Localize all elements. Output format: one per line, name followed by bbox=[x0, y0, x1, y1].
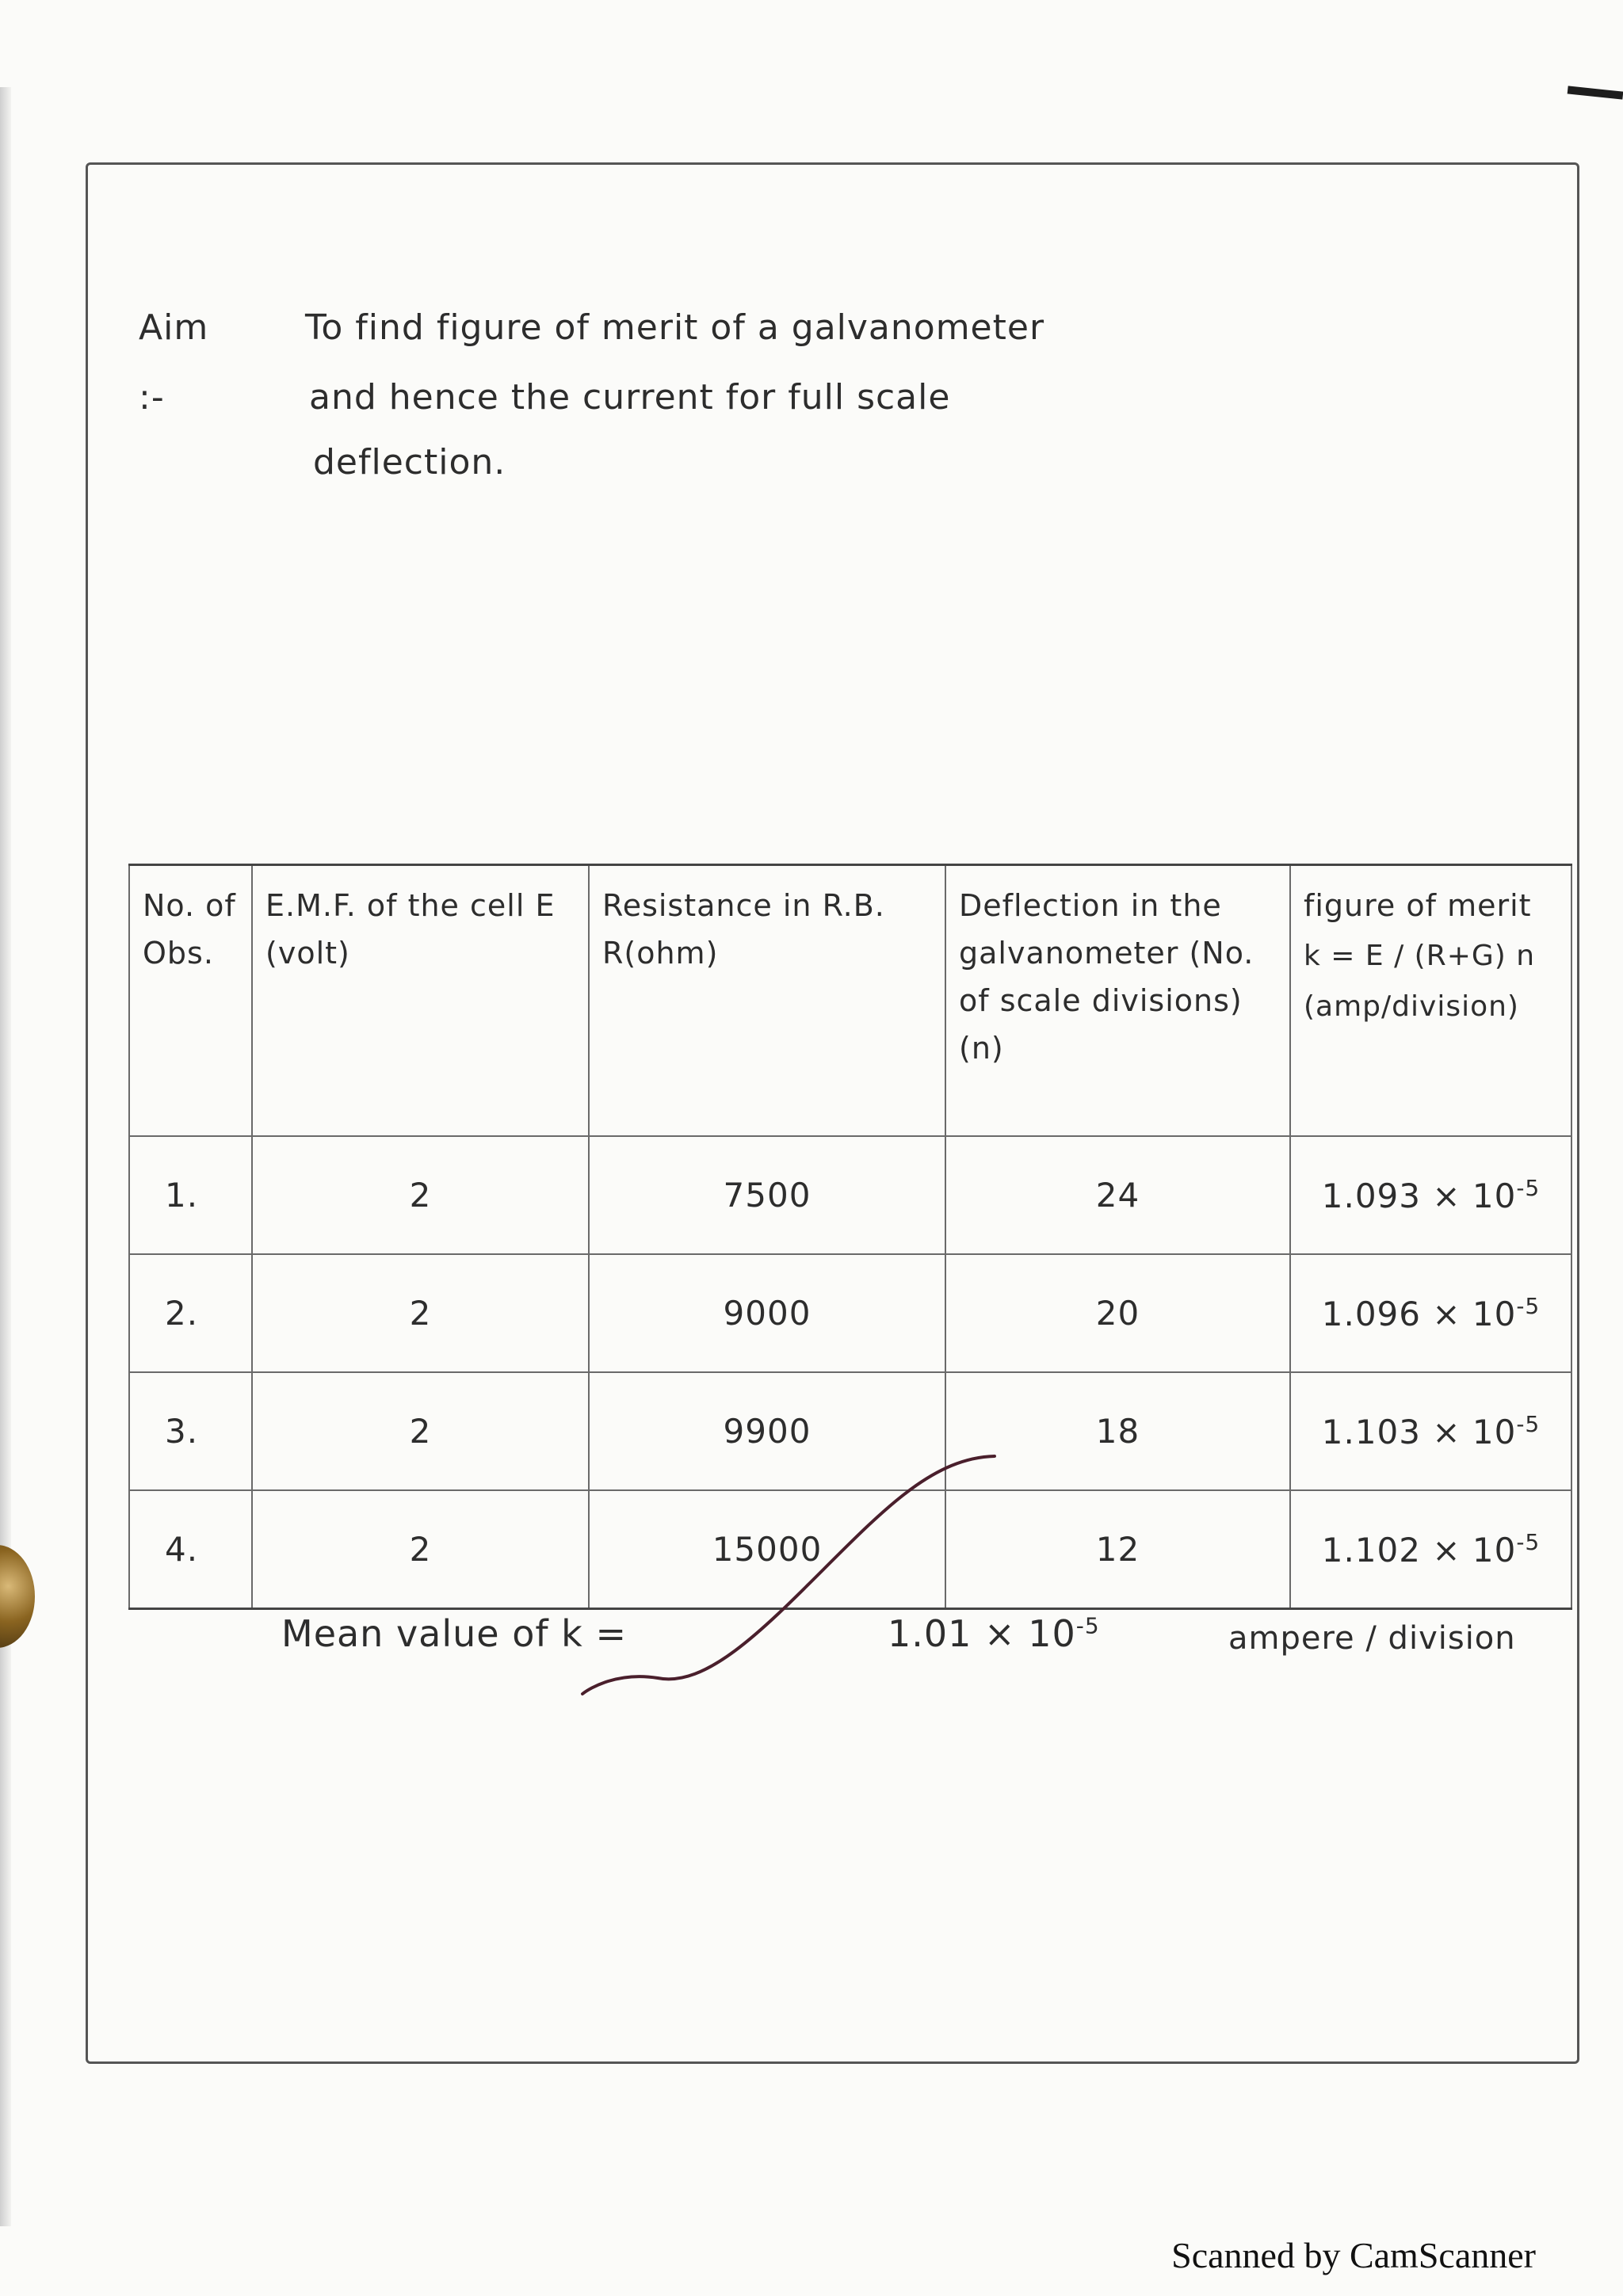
cell-k-mantissa: 1.093 × 10 bbox=[1321, 1177, 1517, 1215]
header-figure-of-merit-label: figure of merit bbox=[1304, 888, 1532, 923]
table-row bbox=[129, 1136, 1571, 1254]
binder-ring bbox=[0, 1545, 35, 1648]
cell-k-exponent: -5 bbox=[1516, 1175, 1541, 1201]
mean-label: Mean value of k = bbox=[281, 1612, 627, 1655]
cell-deflection: 12 bbox=[945, 1490, 1290, 1609]
mean-exponent: -5 bbox=[1075, 1612, 1100, 1639]
cell-deflection: 20 bbox=[945, 1254, 1290, 1372]
table-row bbox=[129, 1254, 1571, 1372]
cell-k-exponent: -5 bbox=[1516, 1411, 1541, 1437]
observation-table bbox=[128, 864, 1572, 1610]
header-emf: E.M.F. of the cell E (volt) bbox=[252, 865, 589, 1137]
scanner-watermark: Scanned by CamScanner bbox=[1171, 2235, 1536, 2275]
cell-obs: 1. bbox=[129, 1136, 252, 1254]
corner-mark bbox=[1568, 86, 1623, 99]
cell-k bbox=[1290, 1136, 1571, 1254]
table-row bbox=[129, 1490, 1571, 1609]
cell-k-mantissa: 1.103 × 10 bbox=[1321, 1413, 1517, 1451]
cell-resistance: 15000 bbox=[589, 1490, 945, 1609]
cell-resistance: 9000 bbox=[589, 1254, 945, 1372]
cell-k-exponent: -5 bbox=[1516, 1293, 1541, 1319]
aim-label: Aim :- bbox=[139, 307, 209, 418]
cell-resistance: 7500 bbox=[589, 1136, 945, 1254]
aim-text-line-3: deflection. bbox=[313, 442, 506, 482]
cell-k bbox=[1290, 1490, 1571, 1609]
aim-text-line-2: and hence the current for full scale bbox=[309, 377, 951, 418]
cell-emf: 2 bbox=[252, 1490, 589, 1609]
mean-unit: ampere / division bbox=[1228, 1620, 1516, 1657]
cell-k bbox=[1290, 1254, 1571, 1372]
cell-obs: 3. bbox=[129, 1372, 252, 1490]
cell-obs: 4. bbox=[129, 1490, 252, 1609]
header-figure-of-merit bbox=[1290, 865, 1571, 1137]
cell-k-exponent: -5 bbox=[1516, 1529, 1541, 1555]
header-resistance: Resistance in R.B. R(ohm) bbox=[589, 865, 945, 1137]
page-edge-shadow bbox=[0, 87, 11, 2226]
cell-emf: 2 bbox=[252, 1372, 589, 1490]
cell-emf: 2 bbox=[252, 1254, 589, 1372]
k-unit: (amp/division) bbox=[1304, 990, 1519, 1023]
header-obs: No. of Obs. bbox=[129, 865, 252, 1137]
mean-mantissa: 1.01 × 10 bbox=[888, 1612, 1076, 1655]
mean-value bbox=[888, 1612, 1100, 1655]
aim-text-line-1: To find figure of merit of a galvanometer bbox=[305, 307, 1045, 348]
table-header-row bbox=[129, 865, 1571, 1137]
cell-emf: 2 bbox=[252, 1136, 589, 1254]
cell-obs: 2. bbox=[129, 1254, 252, 1372]
table-row bbox=[129, 1372, 1571, 1490]
cell-deflection: 18 bbox=[945, 1372, 1290, 1490]
header-deflection: Deflection in the galvanometer (No. of scale divisions) (n) bbox=[945, 865, 1290, 1137]
k-formula: k = E / (R+G) n bbox=[1304, 940, 1536, 972]
cell-resistance: 9900 bbox=[589, 1372, 945, 1490]
cell-deflection: 24 bbox=[945, 1136, 1290, 1254]
cell-k-mantissa: 1.096 × 10 bbox=[1321, 1295, 1517, 1333]
cell-k-mantissa: 1.102 × 10 bbox=[1321, 1531, 1517, 1569]
cell-k bbox=[1290, 1372, 1571, 1490]
